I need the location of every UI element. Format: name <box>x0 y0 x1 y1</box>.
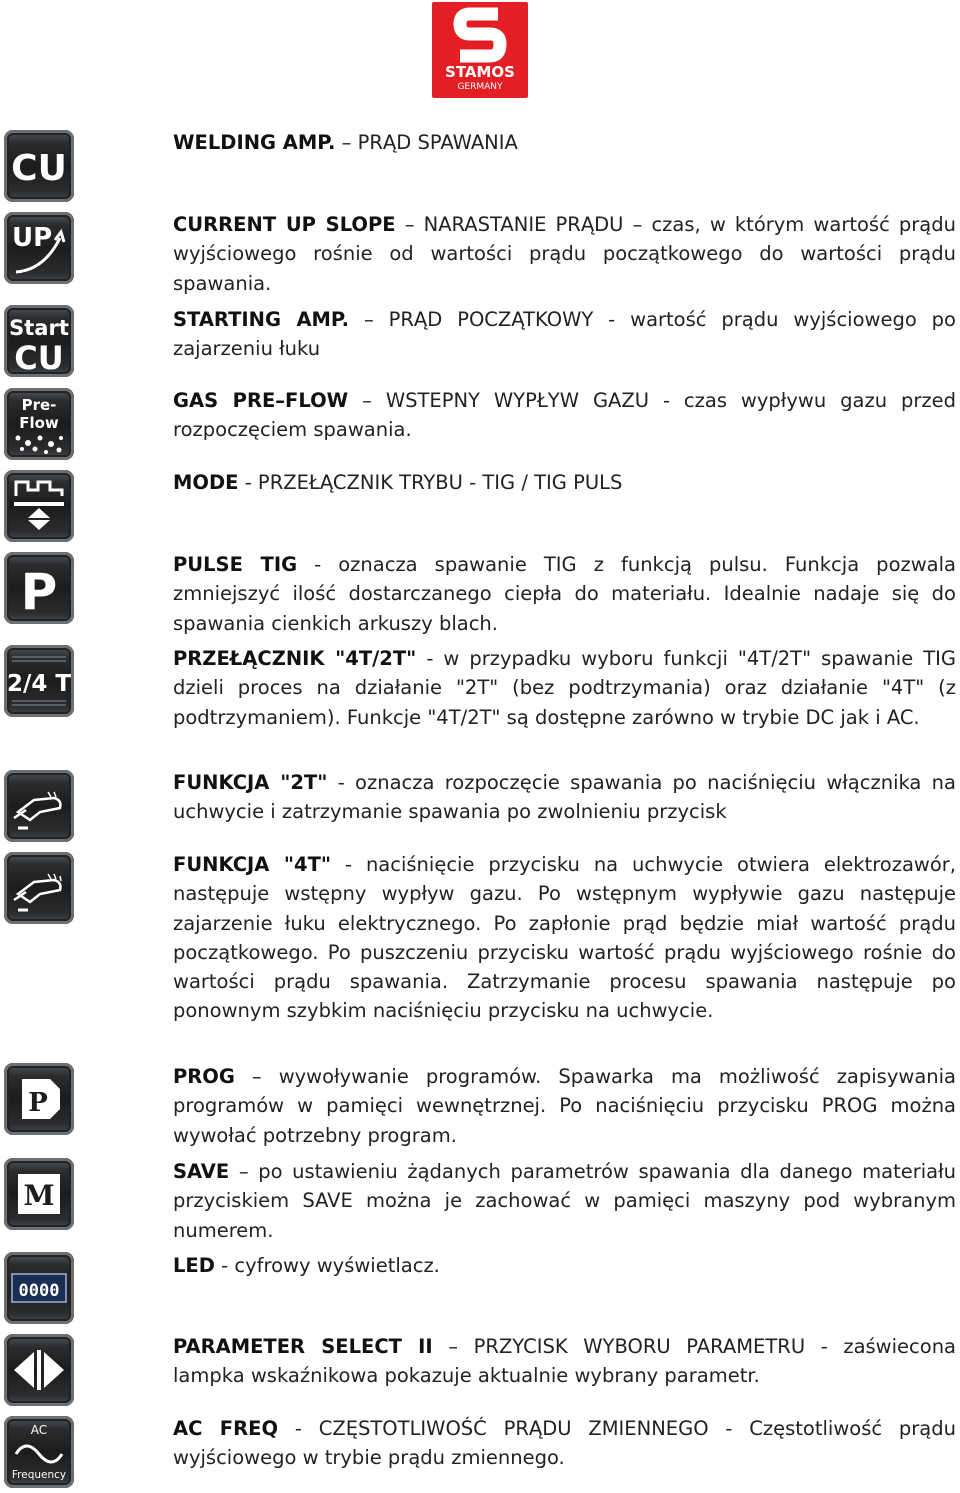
gas-pre-flow-term: GAS PRE–FLOW <box>173 389 349 412</box>
function-4t-term: FUNKCJA "4T" <box>173 853 332 876</box>
starting-amp-term: STARTING AMP. <box>173 308 350 331</box>
gas-pre-flow-paragraph <box>173 386 956 445</box>
save-paragraph <box>173 1157 956 1245</box>
switch-4t2t-paragraph <box>173 644 956 732</box>
switch-4t2t-term: PRZEŁĄCZNIK "4T/2T" <box>173 647 417 670</box>
stamos-logo <box>432 2 528 98</box>
two-four-t-icon <box>4 645 74 717</box>
function-4t-text: - naciśnięcie przycisku na uchwycie otwiera elektrozawór, następuje wstępny wypływ gazu. Po wstępnym wypływie gazu następuje zajarzenie łuku elektrycznego. Po zapłonie prąd będzie miał wartość prądu początkowego. Po puszczeniu przycisku wartość prądu wyjściowego rośnie do wartości prądu spawania. Zatrzymanie procesu spawania następuje po ponownym szybkim naciśnięciu przycisku na uchwycie. <box>173 853 956 1023</box>
parameter-select-icon <box>4 1334 74 1406</box>
logo-s-mark <box>432 2 528 64</box>
logo-brand: STAMOS <box>445 63 515 81</box>
starting-amp-text: – PRĄD POCZĄTKOWY - wartość prądu wyjściowego po zajarzeniu łuku <box>173 308 956 361</box>
logo-sub: GERMANY <box>457 82 503 92</box>
prog-text: – wywoływanie programów. Spawarka ma możliwość zapisywania programów w pamięci wewnętrznej. Po naciśnięciu przycisku PROG można wywołać potrzebny program. <box>173 1065 956 1147</box>
mode-term: MODE <box>173 471 239 494</box>
prog-icon <box>4 1063 74 1135</box>
ac-freq-paragraph <box>173 1414 956 1473</box>
led-text: - cyfrowy wyświetlacz. <box>214 1254 440 1277</box>
start-cu-icon <box>4 305 74 377</box>
pre-icon-text: Pre- <box>21 396 57 414</box>
mode-text: - PRZEŁĄCZNIK TRYBU - TIG / TIG PULS <box>238 471 623 494</box>
current-up-slope-paragraph <box>173 210 956 298</box>
led-paragraph <box>173 1251 956 1280</box>
function-2t-term: FUNKCJA "2T" <box>173 771 328 794</box>
prog-icon-text: P <box>28 1088 48 1118</box>
prog-term: PROG <box>173 1065 235 1088</box>
save-text: – po ustawieniu żądanych parametrów spawania dla danego materiału przyciskiem SAVE można je zachować w pamięci maszyny pod wybranym numerem. <box>173 1160 956 1242</box>
two-four-t-icon-text: 2/4 T <box>6 671 72 697</box>
gas-pre-flow-text: – WSTEPNY WYPŁYW GAZU - czas wypływu gazu przed rozpoczęciem spawania. <box>173 389 956 442</box>
ac-icon-text: AC <box>30 1423 48 1437</box>
parameter-select-term: PARAMETER SELECT II <box>173 1335 433 1358</box>
ac-frequency-icon <box>4 1416 74 1488</box>
ac-freq-text: - CZĘSTOTLIWOŚĆ PRĄDU ZMIENNEGO - Częstotliwość prądu wyjściowego w trybie prądu zmiennego. <box>173 1417 956 1470</box>
led-term: LED <box>173 1254 215 1277</box>
pulse-icon-text: P <box>20 563 58 621</box>
up-slope-icon <box>4 212 74 284</box>
starting-amp-paragraph <box>173 305 956 364</box>
up-icon-text: UP <box>12 223 53 253</box>
torch-4t-icon <box>4 852 74 924</box>
pulse-icon <box>4 552 74 624</box>
led-icon-text: 0000 <box>18 1281 60 1301</box>
torch-2t-icon <box>4 770 74 842</box>
pulse-tig-term: PULSE TIG <box>173 553 298 576</box>
function-4t-paragraph <box>173 850 956 1026</box>
current-up-slope-term: CURRENT UP SLOPE <box>173 213 396 236</box>
frequency-icon-text: Frequency <box>11 1469 67 1481</box>
cu-icon-text: CU <box>11 148 67 189</box>
flow-icon-text: Flow <box>19 414 59 432</box>
pulse-tig-text: - oznacza spawanie TIG z funkcją pulsu. Funkcja pozwala zmniejszyć ilość dostarczanego ciepła do materiału. Idealnie nadaje się do spawania cienkich arkuszy blach. <box>173 553 956 635</box>
current-up-slope-text: – NARASTANIE PRĄDU – czas, w którym wartość prądu wyjściowego rośnie od wartości prądu początkowego do wartości prądu spawania. <box>173 213 956 295</box>
save-icon-text: M <box>23 1179 55 1212</box>
welding-amp-term: WELDING AMP. <box>173 131 336 154</box>
function-2t-paragraph <box>173 768 956 827</box>
start-icon-text: Start <box>9 316 69 340</box>
switch-4t2t-text: - w przypadku wyboru funkcji "4T/2T" spawanie TIG dzieli proces na działanie "2T" (bez podtrzymania) oraz działanie "4T" (z podtrzymaniem). Funkcje "4T/2T" są dostępne zarówno w trybie DC jak i AC. <box>173 647 957 729</box>
parameter-select-paragraph <box>173 1332 956 1391</box>
mode-paragraph <box>173 468 956 497</box>
led-display-icon <box>4 1252 74 1324</box>
welding-amp-text: – PRĄD SPAWANIA <box>335 131 518 154</box>
cu-button-icon <box>4 130 74 202</box>
start-cu-icon-text: CU <box>14 339 64 377</box>
pre-flow-icon <box>4 388 74 460</box>
parameter-select-text: – PRZYCISK WYBORU PARAMETRU - zaświecona lampka wskaźnikowa pokazuje aktualnie wybrany parametr. <box>173 1335 957 1388</box>
pulse-tig-paragraph <box>173 550 956 638</box>
function-2t-text: - oznacza rozpoczęcie spawania po naciśnięciu włącznika na uchwycie i zatrzymanie spawania po zwolnieniu przycisk <box>173 771 956 824</box>
mode-icon <box>4 470 74 542</box>
ac-freq-term: AC FREQ <box>173 1417 279 1440</box>
save-term: SAVE <box>173 1160 230 1183</box>
save-icon <box>4 1158 74 1230</box>
welding-amp-paragraph <box>173 128 956 157</box>
prog-paragraph <box>173 1062 956 1150</box>
